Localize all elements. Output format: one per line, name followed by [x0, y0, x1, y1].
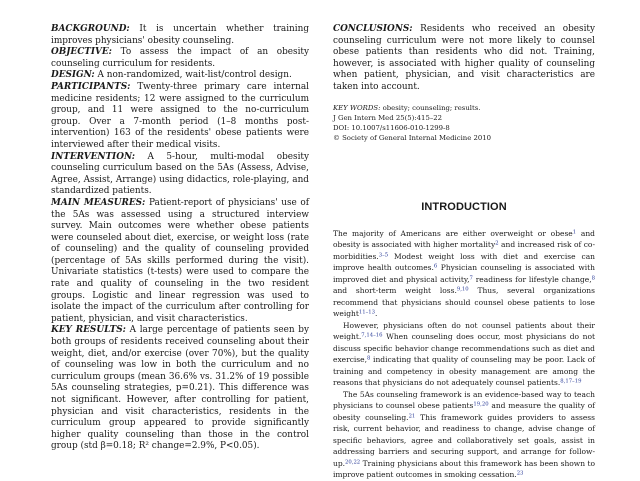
- article-metadata: [333, 103, 595, 144]
- main-measures-text: Patient-report of physicians' use of the 5As was assessed using a structured interview survey. Main outcomes were whether obese patients were counseled about diet, exercise, or weight loss (rate of counseling) and the quality of counseling provided (percentage of 5As skills performed during the visit). Univariate statistics (t-tests) were used to compare the rate and quality of counseling in the two resident groups. Logistic and linear regression was used to isolate the impact of the curriculum after controlling for patient, physician, and visit characteristics.: [51, 197, 310, 324]
- intro-paragraph-2: However, physicians often do not counsel patients about their weight.$^{7,14-16}$ When counseling does occur, most physicians do not discuss specific behavior change recommendations such as diet and exercise,$^8$ indicating that quality of counseling may be poor. Lack of training and competency in obesity management are among the reasons that physicians do not adequately counsel patients.$^{8,17-19}$: [333, 320, 595, 388]
- citation-ref[interactable]: 2: [495, 240, 499, 247]
- keywords-label: KEY WORDS:: [333, 103, 381, 112]
- conclusions-label: CONCLUSIONS:: [333, 24, 413, 34]
- journal-citation: J Gen Intern Med 25(5):415–22: [333, 113, 443, 122]
- abstract-left-column: [51, 24, 309, 453]
- abstract-participants: [51, 82, 309, 152]
- citation-ref[interactable]: 8: [366, 355, 371, 362]
- abstract-intervention: [51, 152, 309, 198]
- participants-text: Twenty-three primary care internal medicine residents; 12 were assigned to the curriculum group, and 11 were assigned to the no-curriculum group. Over a 7-month period (1–8 months post-intervention) 163 of the residents' obese patients were interviewed after their medical visits.: [51, 81, 309, 150]
- citation-ref[interactable]: 8: [591, 275, 595, 282]
- copyright: © Society of General Internal Medicine 2010: [333, 134, 492, 143]
- participants-label: PARTICIPANTS:: [51, 81, 131, 92]
- citation-ref[interactable]: 3–5: [378, 252, 389, 259]
- abstract-key-results: [51, 325, 309, 453]
- abstract-background: [51, 24, 309, 47]
- abstract-design: [51, 70, 309, 82]
- citation-ref[interactable]: 20,22: [345, 459, 361, 466]
- background-text: It is uncertain whether training improves physicians' obesity counseling.: [51, 24, 309, 46]
- background-label: BACKGROUND:: [51, 24, 130, 34]
- citation-ref[interactable]: 6: [433, 263, 438, 270]
- intervention-label: INTERVENTION:: [51, 151, 136, 162]
- keywords-text: obesity; counseling; results.: [382, 103, 481, 112]
- intro-paragraph-1: The majority of Americans are either overweight or obese$^1$ and obesity is associated with higher mortality$^2$ and increased risk of co-morbidities.$^{3-5}$ Modest weight loss with diet and exercise can improve health outcomes.$^6$ Physician counseling is associated with improved diet and physical activity,$^7$ readiness for lifestyle change,$^8$ and short-term weight loss.$^{9,10}$ Thus, several organizations recommend that physicians should counsel obese patients to lose weight$^{11-13}$.: [333, 228, 595, 319]
- citation-ref[interactable]: 7: [469, 275, 473, 282]
- citation-ref[interactable]: 21: [408, 413, 416, 420]
- key-results-text: A large percentage of patients seen by both groups of residents received counseling about their weight, diet, and/or exercise (over 70%), but the quality of counseling was low in both the curriculum and no curriculum groups (mean 36.6% vs. 31.2% of 19 possible 5As counseling strategies, p=0.21). This difference was not significant. However, after controlling for patient, physician and visit characteristics, residents in the curriculum group appeared to provide significantly higher quality counseling than those in the control group (std β=0.18; R² change=2.9%, P<0.05).: [51, 325, 309, 452]
- conclusions-text: Residents who received an obesity counseling curriculum were not more likely to counsel obese patients than residents who did not. Training, however, is associated with higher quality of counseling when patient, physician, and visit characteristics are taken into account.: [333, 24, 595, 92]
- doi: DOI: 10.1007/s11606-010-1299-8: [333, 124, 450, 133]
- objective-text: To assess the impact of an obesity counseling curriculum for residents.: [51, 47, 309, 69]
- citation-ref[interactable]: 1: [572, 229, 577, 236]
- citation-ref[interactable]: 8,17–19: [560, 378, 582, 385]
- right-column: [333, 24, 595, 481]
- citation-ref[interactable]: 9,10: [456, 286, 469, 293]
- introduction-heading: INTRODUCTION: [421, 200, 507, 213]
- design-label: DESIGN:: [51, 70, 95, 81]
- intro-paragraph-3: The 5As counseling framework is an evidence-based way to teach physicians to counsel obese patients$^{19,20}$ and measure the quality of obesity counseling.$^{21}$ This framework guides providers to assess risk, current behavior, and readiness to change, advise change of specific behaviors, agree and collaboratively set goals, assist in addressing barriers and securing support, and arrange for follow-up.$^{20,22}$ Training physicians about this framework has been shown to improve patient outcomes in smoking cessation.$^{23}$: [333, 389, 595, 480]
- abstract-objective: [51, 47, 309, 70]
- abstract-conclusions: [333, 24, 595, 94]
- introduction-body: [333, 228, 595, 481]
- citation-ref[interactable]: 7,14–16: [361, 332, 383, 339]
- citation-ref[interactable]: 19,20: [473, 401, 489, 408]
- abstract-main-measures: [51, 198, 309, 326]
- main-measures-label: MAIN MEASURES:: [51, 197, 146, 208]
- key-results-label: KEY RESULTS:: [51, 325, 126, 336]
- citation-ref[interactable]: 23: [516, 470, 524, 477]
- objective-label: OBJECTIVE:: [51, 47, 112, 58]
- design-text: A non-randomized, wait-list/control design.: [97, 70, 292, 81]
- intervention-text: A 5-hour, multi-modal obesity counseling curriculum based on the 5As (Assess, Advise, Agree, Assist, Arrange) using didactics, role-playing, and standardized patients.: [51, 151, 309, 197]
- keywords-line: [333, 103, 595, 113]
- citation-ref[interactable]: 11–13: [358, 309, 376, 316]
